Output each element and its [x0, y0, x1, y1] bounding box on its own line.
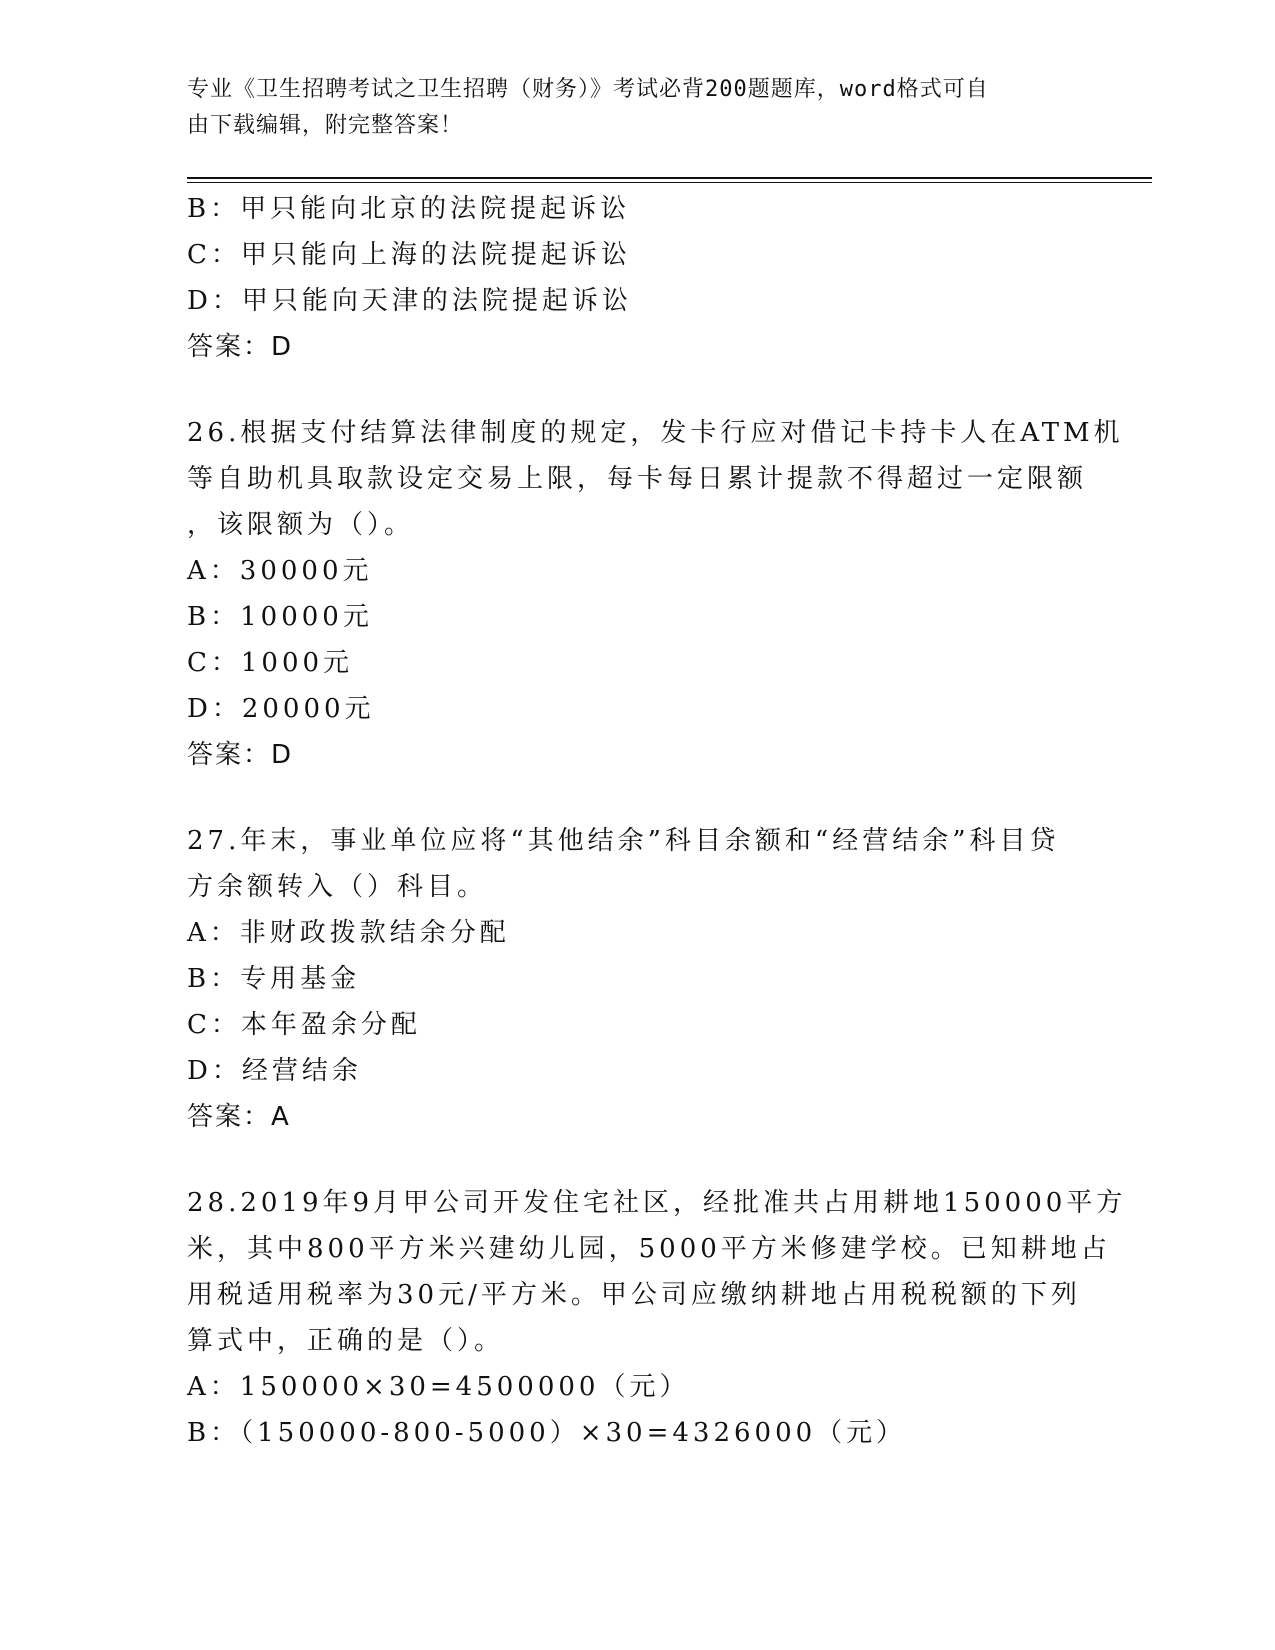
- document-header: [187, 72, 1067, 144]
- question-text-line: 方余额转入（）科目。: [187, 872, 488, 902]
- header-line-1: 专业《卫生招聘考试之卫生招聘（财务）》考试必背200题题库，word格式可自: [187, 77, 989, 102]
- question-25: [187, 186, 1087, 370]
- option-a: A：150000×30=4500000（元）: [187, 1372, 690, 1402]
- question-text-line: 等自助机具取款设定交易上限，每卡每日累计提款不得超过一定限额: [187, 464, 1088, 494]
- question-text-line: 27.年末，事业单位应将“其他结余”科目余额和“经营结余”科目贷: [187, 826, 1060, 856]
- option-b: B：专用基金: [187, 964, 361, 994]
- option-b: B：10000元: [187, 602, 373, 632]
- question-26: [187, 410, 1124, 778]
- option-b: B：（150000-800-5000）×30=4326000（元）: [187, 1418, 907, 1448]
- question-text-line: 用税适用税率为30元/平方米。甲公司应缴纳耕地占用税税额的下列: [187, 1280, 1081, 1310]
- option-d: D：20000元: [187, 694, 375, 724]
- question-text-line: 算式中，正确的是（）。: [187, 1326, 505, 1356]
- option-b: B：甲只能向北京的法院提起诉讼: [187, 194, 631, 224]
- question-text-line: ，该限额为（）。: [187, 510, 415, 540]
- header-rule-thick: [187, 177, 1152, 179]
- question-text-line: 28.2019年9月甲公司开发住宅社区，经批准共占用耕地150000平方: [187, 1188, 1127, 1218]
- answer: 答案：A: [187, 1102, 291, 1132]
- option-c: C：本年盈余分配: [187, 1010, 421, 1040]
- question-27: [187, 818, 1087, 1140]
- header-rule-thin: [187, 182, 1152, 183]
- answer: 答案：D: [187, 740, 294, 770]
- answer: 答案：D: [187, 332, 294, 362]
- option-c: C：甲只能向上海的法院提起诉讼: [187, 240, 631, 270]
- header-line-2: 由下载编辑，附完整答案！: [187, 113, 464, 138]
- option-a: A：非财政拨款结余分配: [187, 918, 510, 948]
- option-d: D：甲只能向天津的法院提起诉讼: [187, 286, 632, 316]
- question-28: [187, 1180, 1127, 1456]
- option-c: C：1000元: [187, 648, 354, 678]
- question-list: [187, 186, 1127, 1456]
- question-text-line: 米，其中800平方米兴建幼儿园，5000平方米修建学校。已知耕地占: [187, 1234, 1111, 1264]
- question-text-line: 26.根据支付结算法律制度的规定，发卡行应对借记卡持卡人在ATM机: [187, 418, 1124, 448]
- option-d: D：经营结余: [187, 1056, 362, 1086]
- option-a: A：30000元: [187, 556, 373, 586]
